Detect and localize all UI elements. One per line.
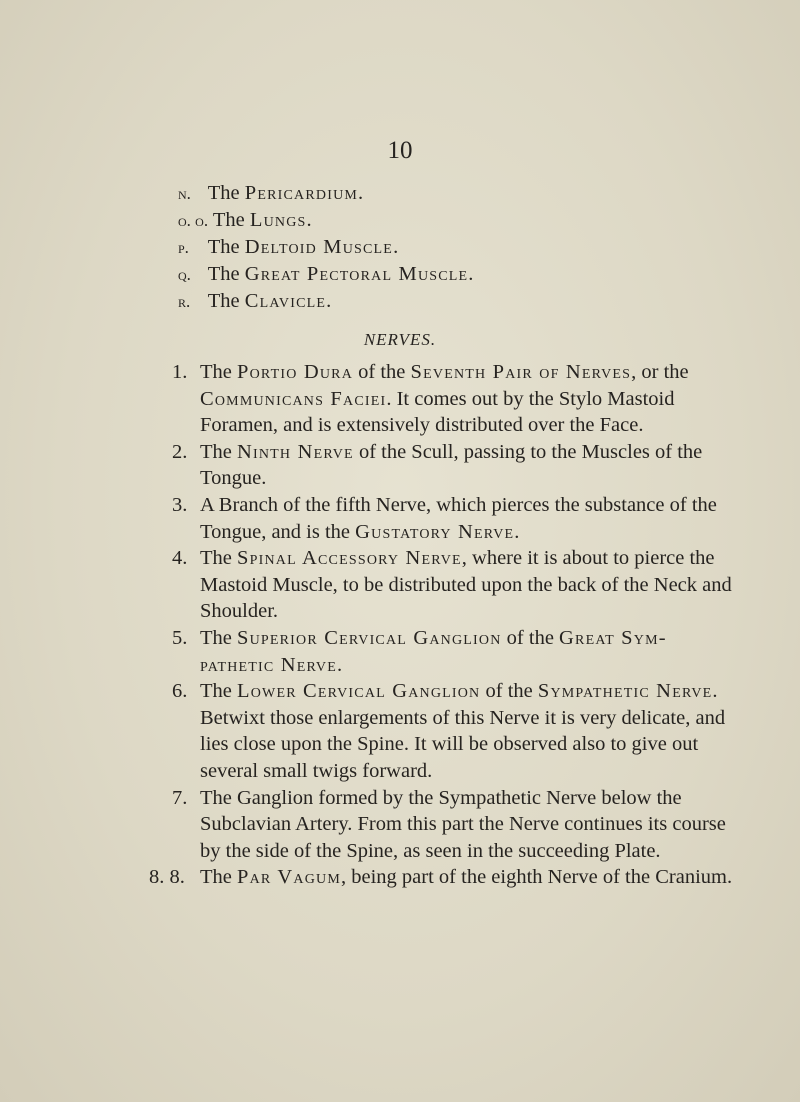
legend-key: q.: [178, 265, 191, 284]
nerve-text: .: [514, 520, 520, 543]
nerve-text: The: [200, 361, 237, 383]
nerve-term: Sympathetic Nerve: [537, 680, 713, 703]
legend-item: [178, 288, 738, 315]
nerve-term: Gustatory Nerve: [355, 520, 515, 543]
legend-prefix: The: [207, 290, 245, 312]
nerve-term: Communicans Faciei: [200, 387, 387, 410]
nerve-entry: [172, 492, 740, 545]
legend-prefix: The: [207, 182, 245, 204]
legend-name: Great Pectoral Muscle: [244, 263, 469, 285]
legend-item: [178, 207, 738, 234]
nerve-term: Seventh Pair of Nerves: [410, 361, 632, 383]
nerve-entry: [172, 439, 740, 492]
nerve-term: Par Vagum: [237, 866, 341, 889]
section-heading: NERVES.: [363, 330, 437, 349]
nerve-text: The: [200, 680, 237, 703]
nerve-term: Ninth Nerve: [237, 440, 354, 463]
nerve-term: Spinal Accessory Nerve: [237, 547, 462, 570]
legend-key: p.: [178, 238, 189, 257]
nerve-text: , being part of the eighth Nerve of the Cranium.: [341, 866, 733, 889]
nerve-text: The: [200, 866, 237, 889]
legend-item: [178, 261, 738, 288]
nerve-text: The: [200, 547, 237, 570]
nerve-number: 2.: [172, 440, 188, 463]
nerve-text: The: [200, 626, 237, 649]
nerve-number: 8. 8.: [149, 866, 185, 889]
legend-prefix: The: [207, 263, 245, 285]
nerve-term: Superior Cervical Ganglion: [237, 626, 502, 649]
nerve-number: 6.: [172, 680, 188, 703]
nerve-number: 1.: [172, 361, 188, 383]
nerve-number: 7.: [172, 786, 188, 809]
nerve-text: . It comes out by the Stylo Mastoid Foramen, and is extensively distributed over the Face.: [200, 387, 675, 437]
nerve-entry: [149, 864, 740, 891]
legend-item: [178, 180, 738, 207]
nerve-term: Portio Dura: [237, 361, 354, 383]
nerve-entry: [172, 545, 740, 625]
legend-suffix: .: [326, 290, 332, 312]
nerve-text: . Betwixt those enlargements of this Nerve it is very delicate, and lies close upon the Spine. It will be observed also to give out several small twigs forward.: [200, 680, 726, 782]
nerve-entry: [172, 359, 740, 439]
nerve-text: of the Scull, passing to the Muscles of the Tongue.: [200, 440, 703, 490]
legend-name: Clavicle: [244, 290, 327, 312]
legend-prefix: The: [207, 236, 245, 258]
nerve-text: , or the: [631, 361, 689, 383]
legend-name: Pericardium: [244, 182, 359, 204]
nerve-entry: [172, 678, 740, 784]
nerve-text: .: [337, 653, 343, 676]
figure-legend: [178, 180, 738, 315]
nerve-number: 4.: [172, 547, 188, 570]
nerve-text: of the: [480, 680, 538, 703]
nerve-text: A Branch of the fifth Nerve, which pierces the substance of the Tongue, and is the: [200, 493, 717, 543]
nerve-entry: [172, 625, 740, 678]
legend-key: o. o.: [178, 211, 209, 230]
nerve-text: The: [200, 440, 237, 463]
legend-suffix: .: [358, 182, 364, 204]
legend-name: Lungs: [249, 209, 307, 231]
legend-name: Deltoid Muscle: [244, 236, 394, 258]
nerve-number: 5.: [172, 626, 188, 649]
legend-key: r.: [178, 292, 191, 311]
nerve-text: of the: [353, 361, 411, 383]
nerve-number: 3.: [172, 493, 188, 516]
nerve-term: Great Sym- pathetic Nerve: [200, 626, 667, 676]
nerve-text: of the: [501, 626, 560, 649]
nerve-term: Lower Cervical Ganglion: [237, 680, 481, 703]
legend-suffix: .: [393, 236, 399, 258]
legend-item: [178, 234, 738, 261]
legend-suffix: .: [306, 209, 312, 231]
nerve-entry: [172, 785, 740, 865]
page-number: 10: [387, 137, 413, 164]
nerves-list: [149, 359, 740, 891]
nerve-text: The Ganglion formed by the Sympathetic Nerve below the Subclavian Artery. From this part the Nerve continues its course by the side of the Spine, as seen in the succeeding Plate.: [200, 786, 726, 862]
legend-prefix: The: [212, 209, 250, 231]
legend-key: n.: [178, 184, 191, 203]
legend-suffix: .: [468, 263, 474, 285]
nerve-text: , where it is about to pierce the Mastoid Muscle, to be distributed upon the back of the Neck and Shoulder.: [200, 547, 732, 623]
